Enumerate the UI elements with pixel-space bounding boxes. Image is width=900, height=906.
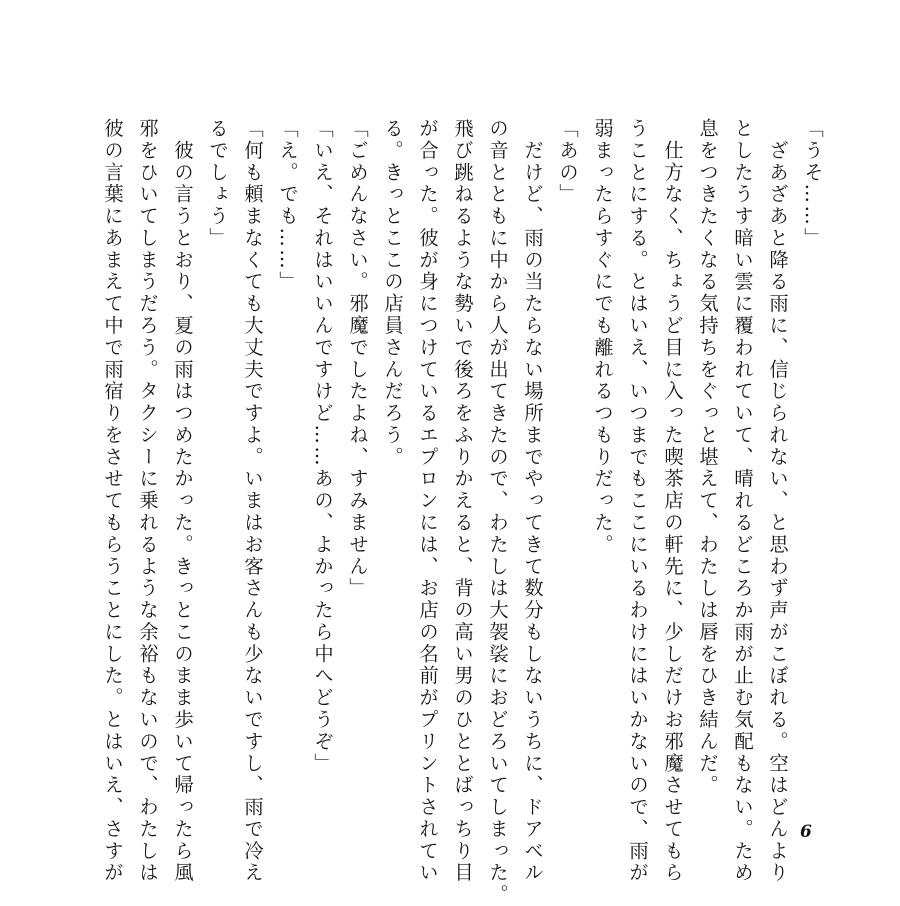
text-line: ざあざあと降る雨に、信じられない、と思わず声がこぼれる。空はどんより [766, 118, 789, 885]
text-line: 弱まったらすぐにでも離れるつもりだった。 [591, 118, 614, 556]
text-line: 飛び跳ねるような勢いで後ろをふりかえると、背の高い男のひととばっちり目 [451, 118, 474, 885]
text-line: 息をつきたくなる気持ちをぐっと堪えて、わたしは唇をひき結んだ。 [696, 118, 719, 797]
text-line: 「うそ……」 [801, 118, 824, 250]
text-line: る。きっとここの店員さんだろう。 [381, 118, 404, 469]
page-number: 6 [800, 822, 812, 842]
text-line: 「いえ、それはいいんですけど……あの、よかったら中へどうぞ」 [311, 118, 334, 775]
text-line: としたうす暗い雲に覆われていて、晴れるどころか雨が止む気配もない。ため [731, 118, 754, 885]
text-line: 「何も頼まなくても大丈夫ですよ。いまはお客さんも少ないですし、雨で冷え [241, 118, 264, 885]
text-line: が合った。彼が身につけているエプロンには、お店の名前がプリントされてい [416, 118, 439, 885]
text-line: 「え。でも……」 [276, 118, 299, 294]
text-line: るでしょう」 [206, 118, 229, 250]
text-line: うことにする。とはいえ、いつまでもここにいるわけにはいかないので、雨が [626, 118, 649, 885]
text-line: だけど、雨の当たらない場所までやってきて数分もしないうちに、ドアベル [521, 118, 544, 885]
text-line: 彼の言うとおり、夏の雨はつめたかった。きっとこのまま歩いて帰ったら風 [171, 118, 194, 885]
text-line: 彼の言葉にあまえて中で雨宿りをさせてもらうことにした。とはいえ、さすが [101, 118, 124, 885]
text-line: 仕方なく、ちょうど目に入った喫茶店の軒先に、少しだけお邪魔させてもら [661, 118, 684, 885]
text-line: 「ごめんなさい。邪魔でしたよね、すみません」 [346, 118, 369, 600]
text-line: 「あの」 [556, 118, 579, 206]
text-line: 邪をひいてしまうだろう。タクシーに乗れるような余裕もないので、わたしは [136, 118, 159, 885]
text-line: の音とともに中から人が出てきたので、わたしは大袈裟におどろいてしまった。 [486, 118, 509, 906]
vertical-text-body [101, 118, 830, 906]
